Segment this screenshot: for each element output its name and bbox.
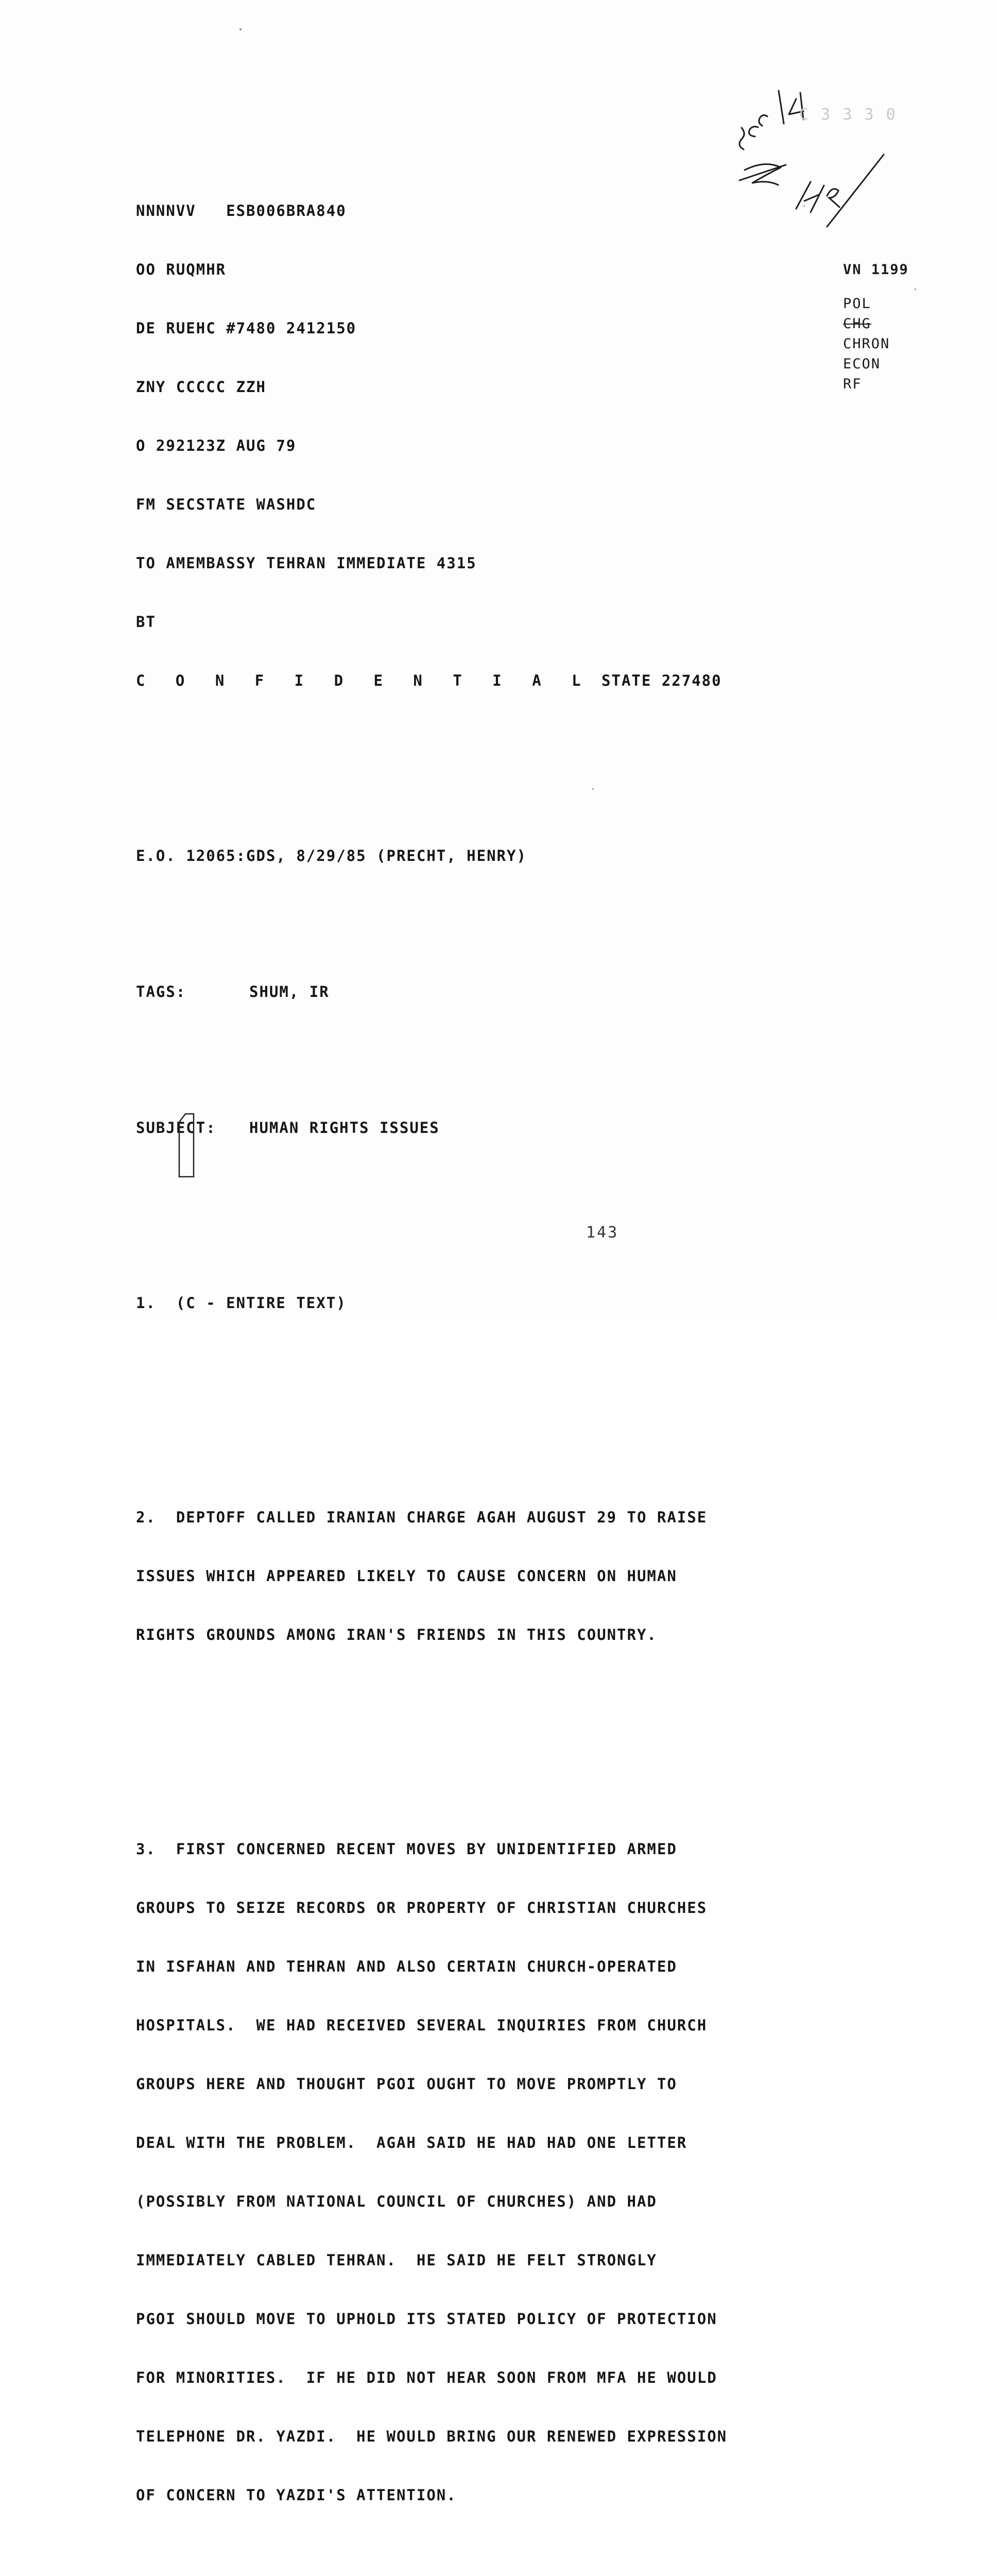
header-line: NNNNVV ESB006BRA840 bbox=[136, 202, 347, 219]
tags-value: SHUM, IR bbox=[249, 983, 330, 1001]
paragraph-line: GROUPS TO SEIZE RECORDS OR PROPERTY OF CHRISTIAN CHURCHES bbox=[136, 1899, 708, 1917]
classification-line bbox=[136, 671, 867, 690]
faint-stamp: C 3 3 3 0 bbox=[799, 106, 897, 124]
state-reference: STATE 227480 bbox=[601, 672, 722, 689]
paragraph-line: 3. FIRST CONCERNED RECENT MOVES BY UNIDENTIFIED ARMED bbox=[136, 1840, 677, 1858]
paragraph-line: 2. DEPTOFF CALLED IRANIAN CHARGE AGAH AUGUST 29 TO RAISE bbox=[136, 1509, 708, 1526]
header-line: BT bbox=[136, 613, 156, 631]
spacer bbox=[136, 788, 867, 807]
paragraph-1 bbox=[136, 1254, 867, 1352]
header-line: ZNY CCCCC ZZH bbox=[136, 378, 266, 396]
paragraph-line: GROUPS HERE AND THOUGHT PGOI OUGHT TO MOVE PROMPTLY TO bbox=[136, 2075, 677, 2093]
header-line: DE RUEHC #7480 2412150 bbox=[136, 319, 357, 337]
eo-line: E.O. 12065:GDS, 8/29/85 (PRECHT, HENRY) bbox=[136, 847, 527, 865]
routing-entry-pol: POL bbox=[843, 296, 871, 312]
spacer bbox=[136, 1060, 867, 1079]
paragraph-line: 1. (C - ENTIRE TEXT) bbox=[136, 1294, 347, 1312]
routing-entry-econ: ECON bbox=[843, 356, 881, 372]
header-line: TO AMEMBASSY TEHRAN IMMEDIATE 4315 bbox=[136, 554, 477, 572]
paragraph-2 bbox=[136, 1468, 867, 1684]
routing-serial: VN 1199 bbox=[843, 262, 909, 278]
classification: C O N F I D E N T I A L bbox=[136, 672, 592, 689]
paragraph-line: DEAL WITH THE PROBLEM. AGAH SAID HE HAD HAD ONE LETTER bbox=[136, 2134, 687, 2151]
paragraph-line: TELEPHONE DR. YAZDI. HE WOULD BRING OUR RENEWED EXPRESSION bbox=[136, 2428, 728, 2445]
scan-speck bbox=[915, 289, 916, 290]
spacer bbox=[136, 1411, 867, 1429]
routing-list bbox=[843, 260, 909, 394]
scan-speck bbox=[239, 28, 242, 30]
spacer bbox=[136, 1742, 867, 1761]
subject-label: SUBJECT: bbox=[136, 1119, 216, 1137]
paragraph-line: FOR MINORITIES. IF HE DID NOT HEAR SOON FROM MFA HE WOULD bbox=[136, 2369, 717, 2386]
spacer bbox=[136, 1196, 867, 1215]
subject-value: HUMAN RIGHTS ISSUES bbox=[249, 1119, 440, 1137]
subject-line bbox=[136, 1118, 867, 1138]
routing-entry-rf: RF bbox=[843, 376, 862, 392]
header-line: O 292123Z AUG 79 bbox=[136, 437, 297, 454]
page-number: 143 bbox=[586, 1224, 619, 1242]
paragraph-line: OF CONCERN TO YAZDI'S ATTENTION. bbox=[136, 2486, 457, 2504]
cable-body bbox=[136, 123, 867, 2576]
tags-line bbox=[136, 982, 867, 1002]
paragraph-line: HOSPITALS. WE HAD RECEIVED SEVERAL INQUIRIES FROM CHURCH bbox=[136, 2016, 708, 2034]
paragraph-line: (POSSIBLY FROM NATIONAL COUNCIL OF CHURCHES) AND HAD bbox=[136, 2193, 657, 2210]
header-line: OO RUQMHR bbox=[136, 261, 227, 278]
paragraph-3 bbox=[136, 1800, 867, 2544]
paragraph-line: IMMEDIATELY CABLED TEHRAN. HE SAID HE FELT STRONGLY bbox=[136, 2251, 657, 2269]
paragraph-line: ISSUES WHICH APPEARED LIKELY TO CAUSE CONCERN ON HUMAN bbox=[136, 1567, 677, 1585]
cable-header bbox=[136, 162, 867, 730]
header-line: FM SECSTATE WASHDC bbox=[136, 496, 317, 513]
spacer bbox=[136, 924, 867, 943]
margin-bracket-mark bbox=[177, 1112, 196, 1179]
paragraph-line: IN ISFAHAN AND TEHRAN AND ALSO CERTAIN CHURCH-OPERATED bbox=[136, 1958, 677, 1975]
routing-entry-chg: CHG bbox=[843, 316, 871, 332]
routing-entry-chron: CHRON bbox=[843, 336, 890, 352]
paragraph-line: RIGHTS GROUNDS AMONG IRAN'S FRIENDS IN THIS COUNTRY. bbox=[136, 1626, 657, 1643]
tags-label: TAGS: bbox=[136, 983, 186, 1001]
paragraph-line: PGOI SHOULD MOVE TO UPHOLD ITS STATED POLICY OF PROTECTION bbox=[136, 2310, 717, 2328]
